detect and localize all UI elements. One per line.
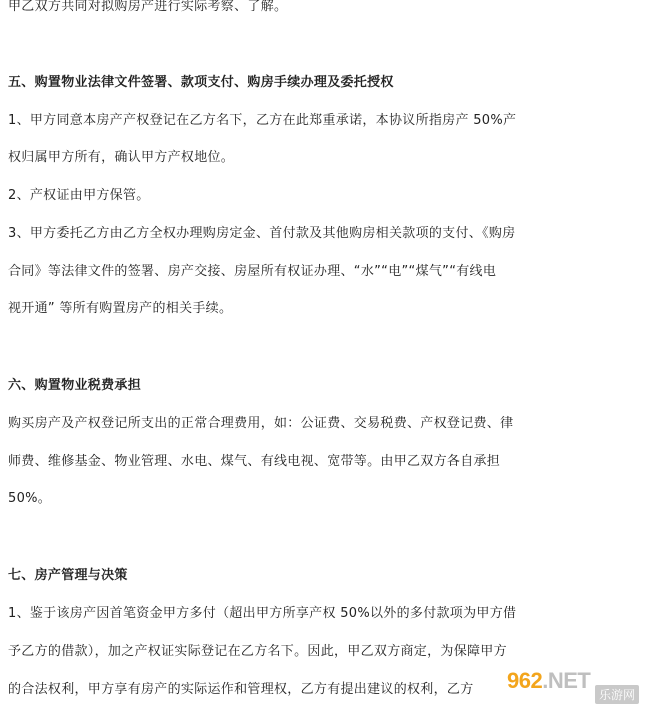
paragraph-line: 购买房产及产权登记所支出的正常合理费用，如：公证费、交易税费、产权登记费、律 <box>8 416 514 431</box>
paragraph-line: 2、产权证由甲方保管。 <box>8 188 150 203</box>
section-heading-7: 七、房产管理与决策 <box>8 568 128 583</box>
paragraph-line: 师费、维修基金、物业管理、水电、煤气、有线电视、宽带等。由甲乙双方各自承担 <box>8 454 501 469</box>
watermark-logo-text: 962.NET <box>507 668 591 693</box>
paragraph-line: 甲乙双方共同对拟购房产进行实际考察、了解。 <box>8 0 288 14</box>
site-watermark-logo <box>507 668 639 704</box>
paragraph-line: 视开通” 等所有购置房产的相关手续。 <box>8 301 233 316</box>
section-heading-5: 五、购置物业法律文件签署、款项支付、购房手续办理及委托授权 <box>8 75 394 90</box>
paragraph-line: 1、鉴于该房产因首笔资金甲方多付（超出甲方所享产权 50%以外的多付款项为甲方借 <box>8 606 517 621</box>
paragraph-line: 予乙方的借款），加之产权证实际登记在乙方名下。因此，甲乙双方商定，为保障甲方 <box>8 644 507 659</box>
section-heading-6: 六、购置物业税费承担 <box>8 378 142 393</box>
paragraph-line: 的合法权利，甲方享有房产的实际运作和管理权，乙方有提出建议的权利，乙方 <box>8 682 474 697</box>
paragraph-line: 合同》等法律文件的签署、房产交接、房屋所有权证办理、“水”“电”“煤气”“有线电 <box>8 264 497 279</box>
paragraph-line: 1、甲方同意本房产产权登记在乙方名下，乙方在此郑重承诺，本协议所指房产 50%产 <box>8 113 517 128</box>
paragraph-line: 权归属甲方所有，确认甲方产权地位。 <box>8 150 235 165</box>
watermark-subtitle: 乐游网 <box>595 685 639 704</box>
paragraph-line: 3、甲方委托乙方由乙方全权办理购房定金、首付款及其他购房相关款项的支付、《购房 <box>8 226 516 241</box>
paragraph-line: 50%。 <box>8 491 52 506</box>
